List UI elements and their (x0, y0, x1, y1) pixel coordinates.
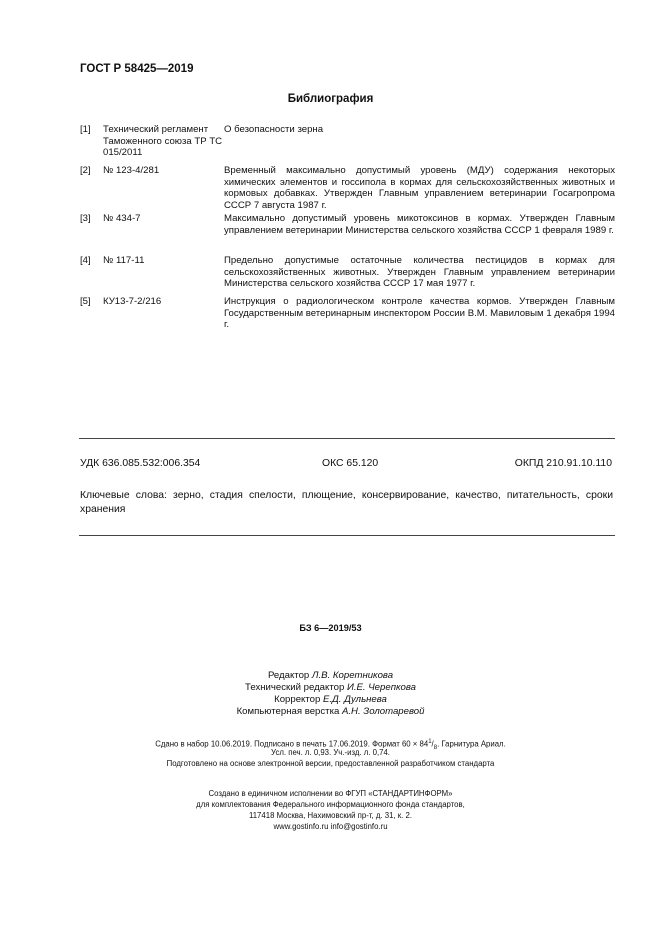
publisher-address: 117418 Москва, Нахимовский пр-т, д. 31, к. 2. (248, 811, 413, 820)
entry-description: Максимально допустимый уровень микотоксинов в кормах. Утвержден Главным управлением ветеринарии Министерства сельского хозяйства СССР 1 февраля 1989 г. (224, 213, 615, 236)
bibliography-title: Библиография (287, 93, 374, 105)
publisher-contacts: www.gostinfo.ru info@gostinfo.ru (273, 822, 388, 831)
entry-description: О безопасности зерна (224, 124, 324, 135)
entry-reference: № 123-4/281 (103, 165, 160, 176)
entry-number: [1] (80, 124, 91, 135)
entry-number: [2] (80, 165, 91, 176)
publisher-line: для комплектования Федерального информационного фонда стандартов, (196, 800, 465, 809)
entry-number: [5] (80, 296, 91, 307)
oks-code: ОКС 65.120 (322, 458, 379, 469)
okpd-code: ОКПД 210.91.10.110 (514, 458, 612, 469)
document-code: ГОСТ Р 58425—2019 (80, 63, 194, 75)
udk-code: УДК 636.085.532:006.354 (80, 458, 201, 469)
entry-reference: № 117-11 (103, 255, 145, 266)
credit-name: Е.Д. Дульнева (322, 694, 387, 705)
publisher-line: Создано в единичном исполнении во ФГУП «СТАНДАРТИНФОРМ» (208, 789, 453, 798)
credit-name: И.Е. Черепкова (346, 682, 416, 693)
credit-name: Л.В. Коретникова (311, 670, 394, 681)
print-details-line2: Усл. печ. л. 0,93. Уч.-изд. л. 0,74. (271, 748, 390, 757)
entry-description: Временный максимально допустимый уровень (МДУ) содержания некоторых химических элементов и госсипола в кормах для сельскохозяйственных животных и кормовых добавках. Утвержден Главным управлением ветеринарии Госагропрома СССР 7 августа 1987 г. (224, 165, 615, 211)
credit-tech-editor (0, 682, 661, 694)
print-details-line1: Сдано в набор 10.06.2019. Подписано в печать 17.06.2019. Формат $60 \times 84^1/_8$. Гарнитура Ариал. (155, 739, 506, 752)
entry-reference: КУ13-7-2/216 (103, 296, 162, 307)
credit-editor (0, 670, 661, 682)
credit-role: Корректор (274, 694, 321, 705)
entry-number: [3] (80, 213, 91, 224)
entry-reference: № 434-7 (103, 213, 141, 224)
entry-description: Предельно допустимые остаточные количества пестицидов в кормах для сельскохозяйственных животных. Утвержден Главным управлением ветеринарии Министерства сельского хозяйства СССР 17 мая 1977 г. (224, 255, 615, 290)
bz-number: БЗ 6—2019/53 (299, 623, 362, 633)
entry-number: [4] (80, 255, 91, 266)
keywords: Ключевые слова: зерно, стадия спелости, плющение, консервирование, качество, питательность, сроки хранения (80, 490, 613, 515)
bottom-divider (79, 535, 615, 536)
credit-corrector (0, 694, 661, 706)
credit-role: Компьютерная верстка (236, 706, 340, 717)
credit-layout (0, 706, 661, 718)
credit-name: А.Н. Золотаревой (341, 706, 425, 717)
credit-role: Редактор (267, 670, 310, 681)
print-details-line3: Подготовлено на основе электронной версии, предоставленной разработчиком стандарта (166, 759, 495, 768)
credit-role: Технический редактор (245, 682, 345, 693)
entry-reference: Технический регламент Таможенного союза ТР ТС 015/2011 (103, 124, 223, 159)
entry-description: Инструкция о радиологическом контроле качества кормов. Утвержден Главным Государственным ветеринарным инспектором России В.М. Мавиловым 1 декабря 1994 г. (224, 296, 615, 331)
top-divider (79, 438, 615, 439)
